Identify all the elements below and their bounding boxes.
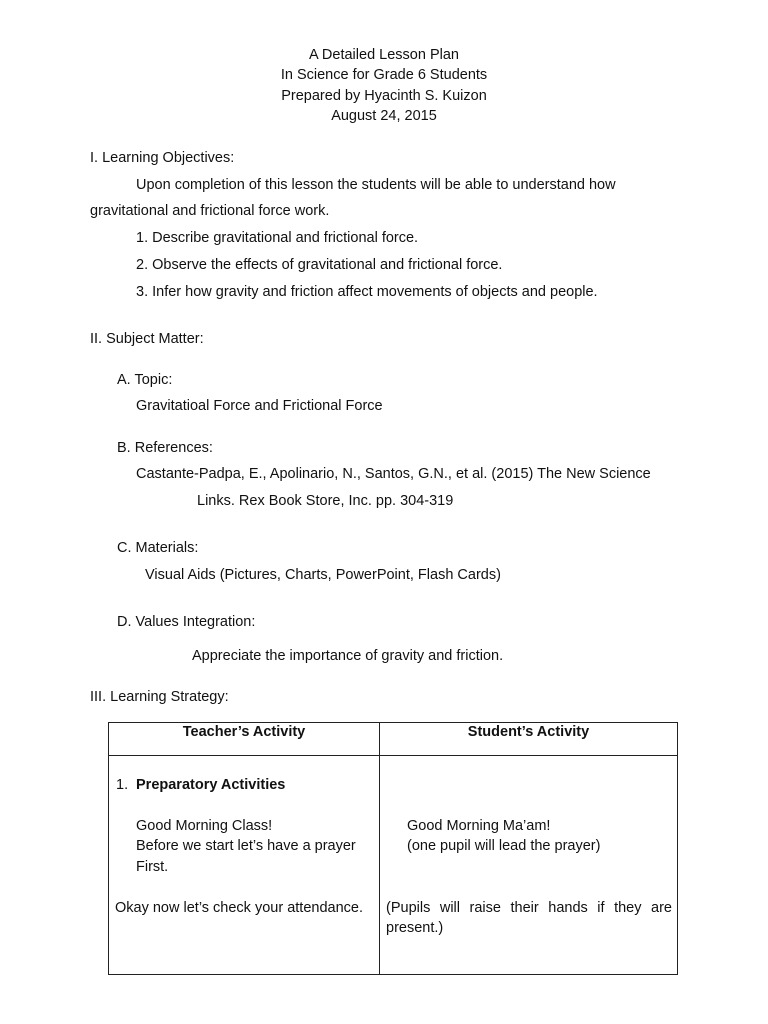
objectives-intro-line2: gravitational and frictional force work. xyxy=(90,203,330,219)
strategy-heading: III. Learning Strategy: xyxy=(90,689,229,705)
teacher-attendance: Okay now let’s check your attendance. xyxy=(115,900,363,916)
section-number: 1. xyxy=(116,777,129,793)
objectives-intro-line1: Upon completion of this lesson the students will be able to understand how xyxy=(136,177,616,193)
teacher-activity-header: Teacher’s Activity xyxy=(109,723,380,756)
references-label: B. References: xyxy=(117,440,213,456)
objective-item-3: 3. Infer how gravity and friction affect movements of objects and people. xyxy=(136,284,598,300)
teacher-prayer-cont: First. xyxy=(136,859,169,875)
student-activity-cell xyxy=(380,756,678,975)
teacher-greeting: Good Morning Class! xyxy=(136,818,273,834)
materials-label: C. Materials: xyxy=(117,540,199,556)
student-activity-header: Student’s Activity xyxy=(380,723,678,756)
teacher-activity-cell xyxy=(109,756,380,975)
topic-label: A. Topic: xyxy=(117,372,173,388)
references-line2: Links. Rex Book Store, Inc. pp. 304-319 xyxy=(197,493,454,509)
student-greeting: Good Morning Ma’am! xyxy=(407,818,551,834)
doc-author: Prepared by Hyacinth S. Kuizon xyxy=(281,88,487,104)
values-label: D. Values Integration: xyxy=(117,614,256,630)
student-attendance: (Pupils will raise their hands if they are present.) xyxy=(386,900,672,936)
materials-value: Visual Aids (Pictures, Charts, PowerPoint, Flash Cards) xyxy=(145,567,501,583)
values-value: Appreciate the importance of gravity and friction. xyxy=(192,648,504,664)
objective-item-2: 2. Observe the effects of gravitational and frictional force. xyxy=(136,257,503,273)
objectives-heading: I. Learning Objectives: xyxy=(90,150,235,166)
strategy-table xyxy=(108,722,678,975)
doc-title: A Detailed Lesson Plan xyxy=(309,47,459,63)
student-prayer: (one pupil will lead the prayer) xyxy=(407,838,601,854)
subject-heading: II. Subject Matter: xyxy=(90,331,204,347)
objective-item-1: 1. Describe gravitational and frictional force. xyxy=(136,230,419,246)
topic-value: Gravitatioal Force and Frictional Force xyxy=(136,398,383,414)
teacher-prayer: Before we start let’s have a prayer xyxy=(136,838,356,854)
doc-subtitle: In Science for Grade 6 Students xyxy=(280,67,488,83)
section-title: Preparatory Activities xyxy=(136,777,286,793)
doc-date: August 24, 2015 xyxy=(331,108,437,124)
references-line1: Castante-Padpa, E., Apolinario, N., Santos, G.N., et al. (2015) The New Science xyxy=(136,466,651,482)
